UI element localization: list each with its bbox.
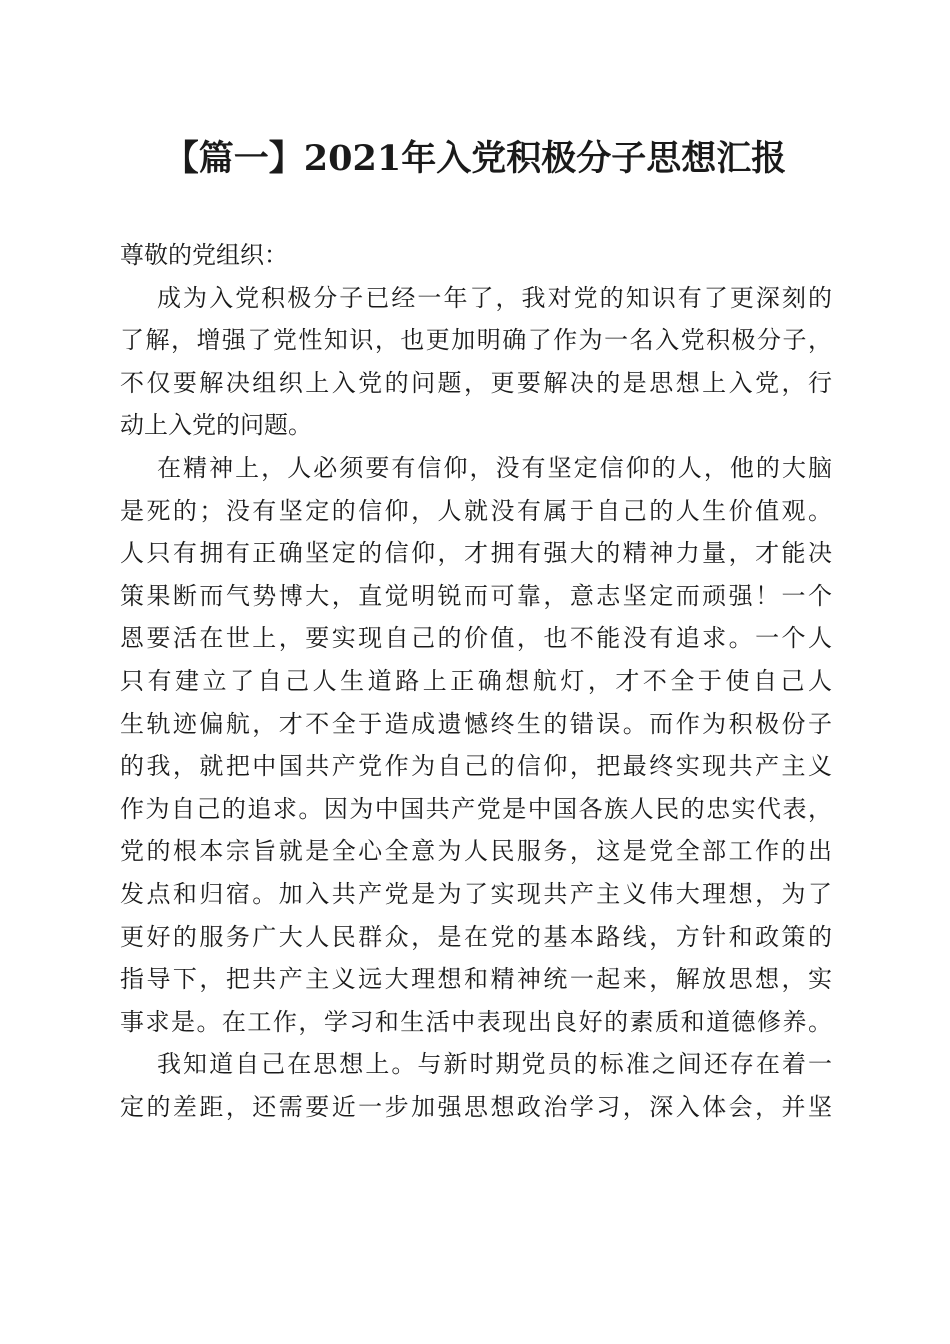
text-line: 策果断而气势博大，直觉明锐而可靠，意志坚定而顽强！一个 xyxy=(120,581,832,610)
text-line: 指导下，把共产主义远大理想和精神统一起来，解放思想，实 xyxy=(120,965,832,994)
salutation: 尊敬的党组织： xyxy=(120,241,288,269)
text-line: 发点和归宿。加入共产党是为了实现共产主义伟大理想，为了 xyxy=(120,879,832,908)
text-line: 生轨迹偏航，才不全于造成遗憾终生的错误。而作为积极份子 xyxy=(120,709,832,738)
text-line: 的我，就把中国共产党作为自己的信仰，把最终实现共产主义 xyxy=(120,752,832,781)
text-line: 更好的服务广大人民群众，是在党的基本路线，方针和政策的 xyxy=(120,922,832,951)
text-line: 不仅要解决组织上入党的问题，更要解决的是思想上入党，行 xyxy=(120,368,832,397)
text-line: 事求是。在工作，学习和生活中表现出良好的素质和道德修养。 xyxy=(120,1007,832,1036)
text-line: 作为自己的追求。因为中国共产党是中国各族人民的忠实代表， xyxy=(120,794,832,823)
text-line: 只有建立了自己人生道路上正确想航灯，才不全于使自己人 xyxy=(120,666,832,695)
text-line: 在精神上，人必须要有信仰，没有坚定信仰的人，他的大脑 xyxy=(157,453,832,482)
text-line: 党的根本宗旨就是全心全意为人民服务，这是党全部工作的出 xyxy=(120,837,832,866)
text-line: 是死的；没有坚定的信仰，人就没有属于自己的人生价值观。 xyxy=(120,496,832,525)
document-title: 【篇一】2021年入党积极分子思想汇报 xyxy=(163,138,787,179)
text-line: 定的差距，还需要近一步加强思想政治学习，深入体会，并坚 xyxy=(120,1092,832,1121)
text-line: 恩要活在世上，要实现自己的价值，也不能没有追求。一个人 xyxy=(120,624,832,653)
text-line: 我知道自己在思想上。与新时期党员的标准之间还存在着一 xyxy=(157,1050,832,1079)
text-line: 了解，增强了党性知识，也更加明确了作为一名入党积极分子， xyxy=(120,326,832,355)
text-line: 动上入党的问题。 xyxy=(120,411,312,440)
document-body xyxy=(120,234,832,1128)
text-line: 成为入党积极分子已经一年了，我对党的知识有了更深刻的 xyxy=(157,283,832,312)
text-line: 人只有拥有正确坚定的信仰，才拥有强大的精神力量，才能决 xyxy=(120,539,832,568)
